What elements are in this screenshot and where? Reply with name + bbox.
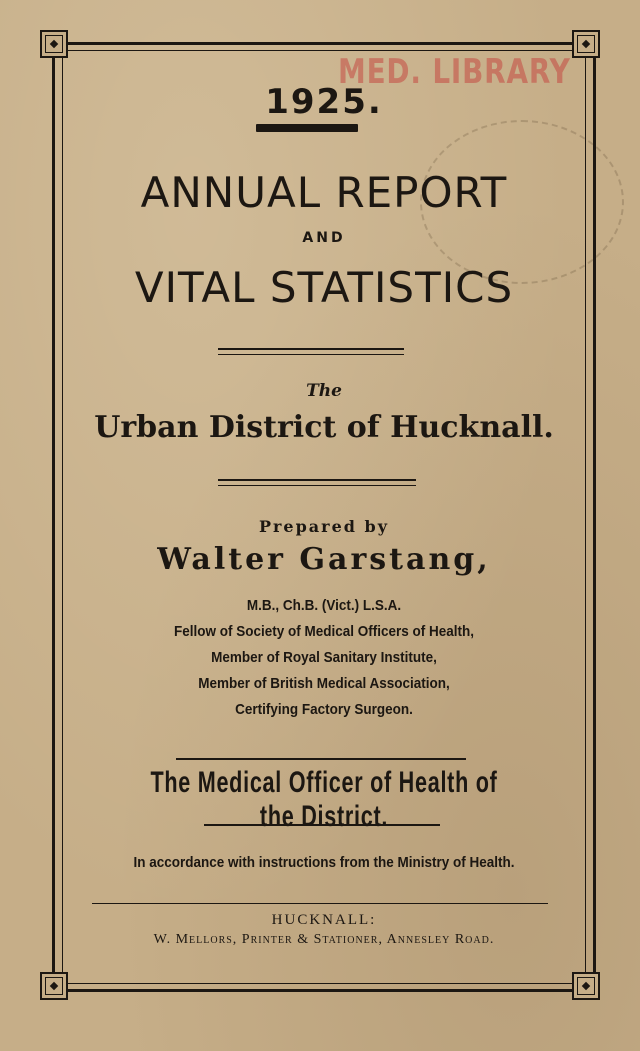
year-underline	[256, 124, 358, 132]
district-name: Urban District of Hucknall.	[94, 410, 554, 445]
title-and: AND	[302, 230, 346, 246]
corner-ornament-icon	[572, 30, 600, 58]
divider	[176, 758, 466, 760]
report-year: 1925.	[265, 82, 383, 122]
library-stamp: MED. LIBRARY	[338, 52, 571, 92]
accordance-note: In accordance with instructions from the Ministry of Health.	[133, 854, 515, 871]
credential-line: M.B., Ch.B. (Vict.) L.S.A.	[246, 597, 402, 614]
divider	[92, 903, 548, 904]
divider	[218, 348, 404, 355]
divider	[218, 479, 416, 486]
corner-ornament-icon	[572, 972, 600, 1000]
author-name: Walter Garstang,	[157, 542, 491, 577]
district-article: The	[306, 381, 342, 401]
corner-ornament-icon	[40, 972, 68, 1000]
publisher-place: HUCKNALL:	[271, 912, 377, 928]
title-vital-statistics: VITAL STATISTICS	[134, 263, 514, 312]
credential-line: Fellow of Society of Medical Officers of Health,	[173, 623, 475, 640]
officer-title: The Medical Officer of Health of the District.	[150, 766, 498, 833]
divider	[204, 824, 440, 826]
corner-ornament-icon	[40, 30, 68, 58]
credential-line: Certifying Factory Surgeon.	[235, 701, 413, 718]
credential-line: Member of Royal Sanitary Institute,	[211, 649, 437, 666]
title-annual-report: ANNUAL REPORT	[140, 168, 508, 217]
credential-line: Member of British Medical Association,	[198, 675, 450, 692]
prepared-by: Prepared by	[258, 517, 390, 536]
printer-imprint: W. Mellors, Printer & Stationer, Annesley Road.	[153, 932, 495, 947]
